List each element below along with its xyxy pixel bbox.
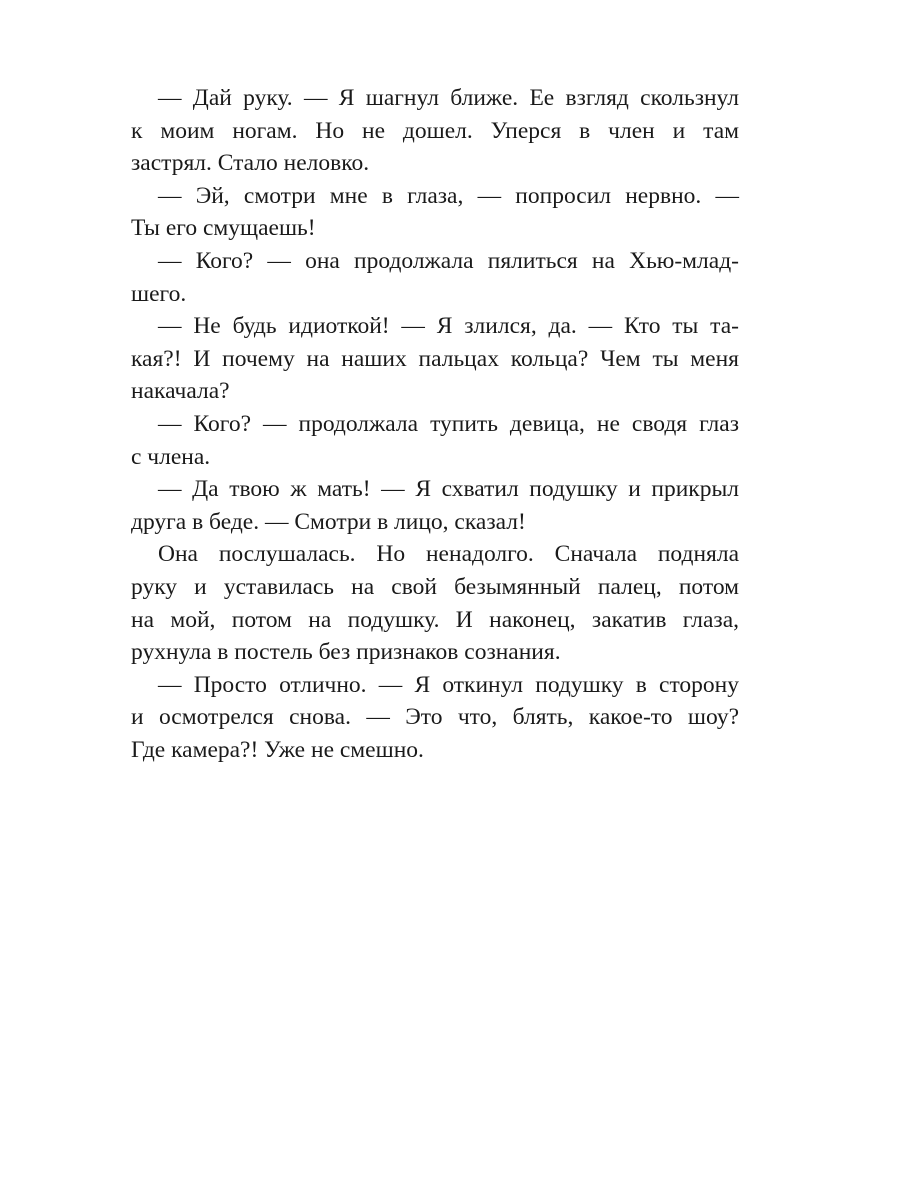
- text-line: Она послушалась. Но ненадолго. Сначала подняла: [158, 541, 739, 568]
- text-line: Ты его смущаешь!: [131, 215, 316, 242]
- text-line: друга в беде. — Смотри в лицо, сказал!: [131, 508, 526, 535]
- text-line: — Да твою ж мать! — Я схватил подушку и прикрыл: [158, 476, 739, 503]
- text-line: кая?! И почему на наших пальцах кольца? Чем ты меня: [131, 345, 739, 372]
- text-line: — Дай руку. — Я шагнул ближе. Ее взгляд скользнул: [158, 85, 739, 111]
- text-line: — Кого? — она продолжала пялиться на Хью-млад-: [158, 247, 739, 274]
- text-line: руку и уставилась на свой безымянный палец, потом: [131, 573, 739, 600]
- text-line: застрял. Стало неловко.: [131, 150, 370, 177]
- text-line: рухнула в постель без признаков сознания.: [131, 639, 561, 666]
- text-line: — Не будь идиоткой! — Я злился, да. — Кто ты та-: [158, 313, 739, 340]
- text-line: на мой, потом на подушку. И наконец, закатив глаза,: [131, 606, 739, 633]
- text-line: Где камера?! Уже не смешно.: [131, 736, 424, 763]
- text-line: шего.: [131, 280, 187, 307]
- text-line: с члена.: [131, 443, 211, 470]
- text-line: накачала?: [131, 378, 230, 405]
- text-line: — Эй, смотри мне в глаза, — попросил нервно. —: [158, 182, 739, 209]
- text-line: к моим ногам. Но не дошел. Уперся в член и там: [131, 117, 739, 144]
- text-line: и осмотрелся снова. — Это что, блять, какое-то шоу?: [131, 704, 739, 731]
- text-line: — Кого? — продолжала тупить девица, не сводя глаз: [158, 410, 739, 437]
- body-text: [131, 82, 739, 766]
- text-line: — Просто отлично. — Я откинул подушку в сторону: [158, 671, 739, 698]
